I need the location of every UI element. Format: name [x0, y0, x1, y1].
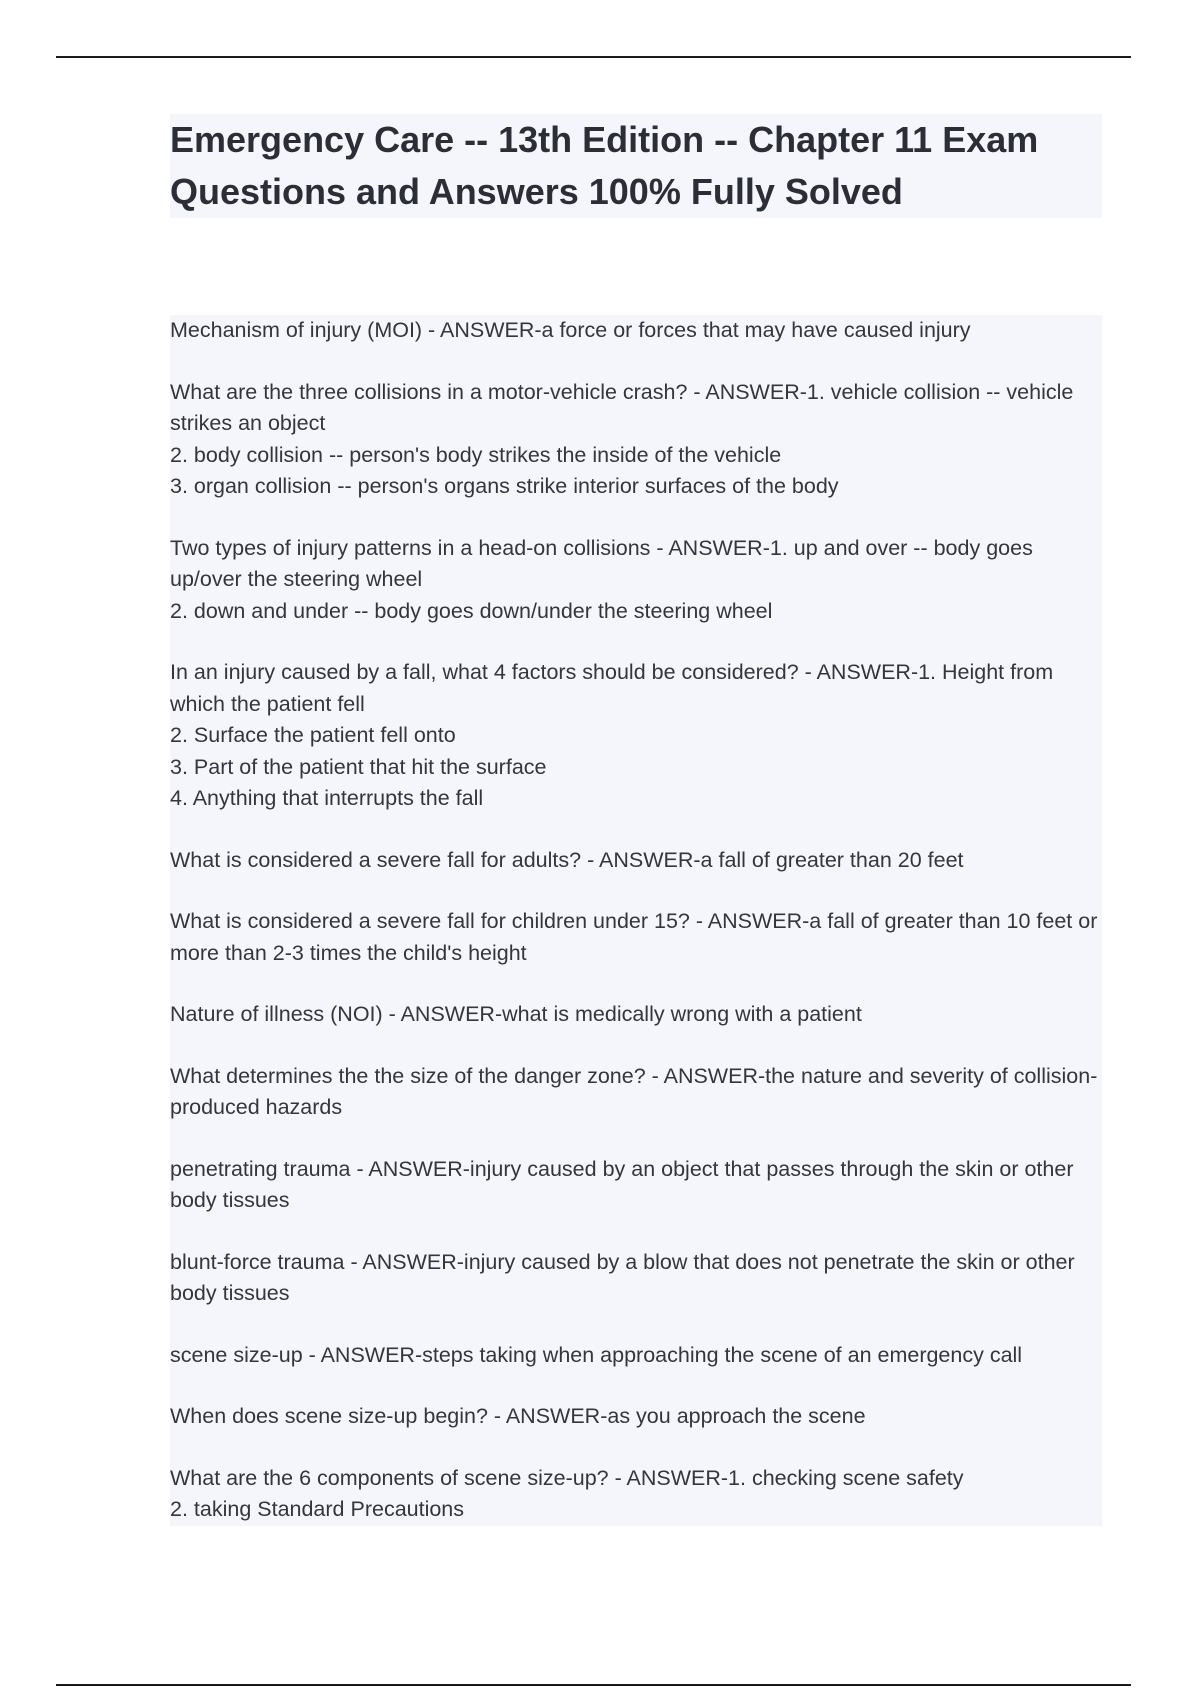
top-divider [56, 56, 1131, 58]
document-title: Emergency Care -- 13th Edition -- Chapter 11 Exam Questions and Answers 100% Fully Solved [170, 119, 1039, 212]
qa-item-three-collisions: What are the three collisions in a motor-vehicle crash? - ANSWER-1. vehicle collision -- vehicle strikes an object 2. body collision -- person's body strikes the inside of the vehicle 3. organ collision -- person's organs strike interior surfaces of the body [170, 379, 1074, 498]
bottom-divider [56, 1684, 1131, 1686]
qa-item-noi: Nature of illness (NOI) - ANSWER-what is medically wrong with a patient [170, 1002, 862, 1026]
qa-item-fall-factors: In an injury caused by a fall, what 4 factors should be considered? - ANSWER-1. Height from which the patient fell 2. Surface the patient fell onto 3. Part of the patient that hit the surface 4. Anything that interrupts the fall [170, 660, 1054, 810]
qa-item-blunt-force-trauma: blunt-force trauma - ANSWER-injury caused by a blow that does not penetrate the skin or other body tissues [170, 1249, 1075, 1305]
qa-item-size-up-components: What are the 6 components of scene size-up? - ANSWER-1. checking scene safety 2. taking Standard Precautions [170, 1465, 964, 1521]
qa-item-scene-size-up: scene size-up - ANSWER-steps taking when approaching the scene of an emergency call [170, 1342, 1023, 1367]
qa-item-moi: Mechanism of injury (MOI) - ANSWER-a force or forces that may have caused injury [170, 318, 971, 342]
title-block [170, 114, 1102, 218]
qa-item-penetrating-trauma: penetrating trauma - ANSWER-injury caused by an object that passes through the skin or other body tissues [170, 1156, 1074, 1212]
qa-item-head-on-patterns: Two types of injury patterns in a head-on collisions - ANSWER-1. up and over -- body goes up/over the steering wheel 2. down and under -- body goes down/under the steering wheel [170, 535, 1033, 623]
qa-item-severe-fall-children: What is considered a severe fall for children under 15? - ANSWER-a fall of greater than 10 feet or more than 2-3 times the child's height [170, 909, 1098, 965]
qa-item-size-up-begin: When does scene size-up begin? - ANSWER-as you approach the scene [170, 1404, 866, 1428]
qa-item-severe-fall-adults: What is considered a severe fall for adults? - ANSWER-a fall of greater than 20 feet [170, 847, 964, 872]
qa-list [170, 315, 1102, 1526]
qa-item-danger-zone: What determines the the size of the danger zone? - ANSWER-the nature and severity of collision-produced hazards [170, 1063, 1098, 1119]
